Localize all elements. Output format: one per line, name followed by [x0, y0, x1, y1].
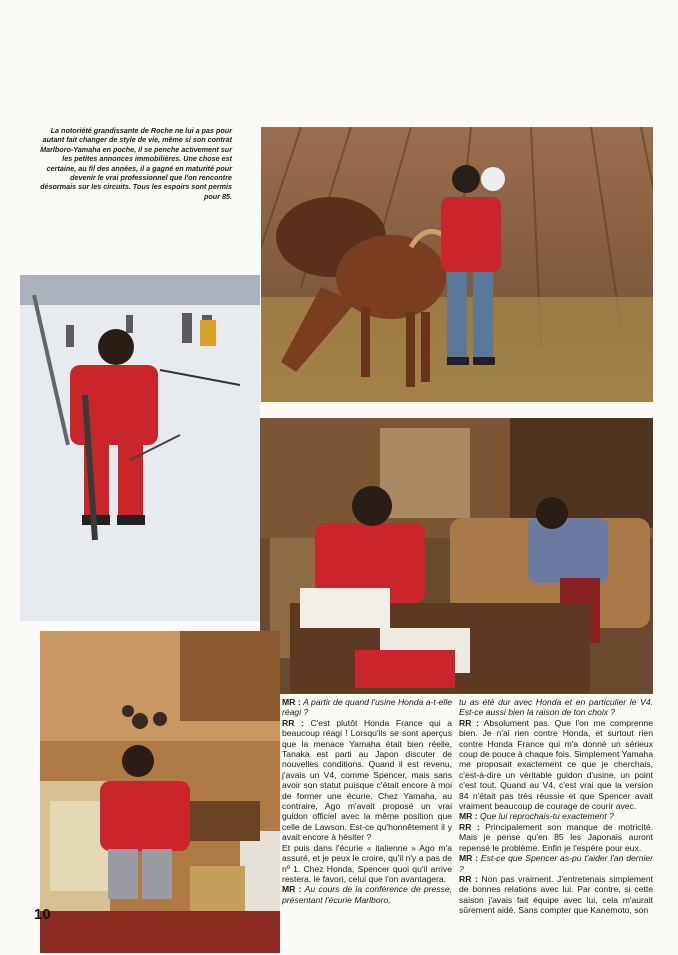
- interview-line: RR : Non pas vraiment. J'entretenais simplement de bonnes relations avec lui. Par contre, si cette saison j'avais fait équipe avec lui, cela m'aurait sûrement aidé. Sans compter que Kanemoto, son: [459, 873, 653, 916]
- photo-caption: La notoriété grandissante de Roche ne lui a pas pour autant fait changer de style de vie, même si son contrat Marlboro-Yamaha en poche, il se penche activement sur les petites annonces immobilières. Une chose est certaine, au fil des années, il a gagné en maturité pour devenir le vrai professionnel que l'on rencontre désormais sur les circuits. Tous les espoirs sont permis pour 85.: [40, 126, 232, 201]
- page-number: 10: [34, 906, 51, 923]
- photo-kitchen: [40, 631, 280, 953]
- interview-line: RR : Absolument pas. Que l'on me comprenne bien. Je n'ai rien contre Honda, et surtout rien contre Honda France qui m'a donné un sérieux coup de pouce à chaque fois. Simplement Yamaha me proposait exactement ce que je cherchais, c'est-à-dire un véritable guidon d'usine, un point c'est tout. Quand au V4, c'est vrai que la version 84 n'était pas très réussie et que Spencer avait vraiment beaucoup de courage de courir avec.: [459, 717, 653, 812]
- photo-living-room: [260, 418, 653, 694]
- interview-line: MR : A partir de quand l'usine Honda a-t-elle réagi ?: [282, 697, 453, 718]
- interview-line: RR : C'est plutôt Honda France qui a beaucoup réagi ! Lorsqu'ils se sont aperçus que la menace Yamaha était bien réelle, Tanaka est parti au Japon discuter de nouvelles conditions. Quand il est revenu, j'avais un V4, comme Spencer, mais sans avoir son statut puisque c'était encore à moi de former une écurie. Chez Yamaha, au contraire, Ago m'avait proposé un vrai guidon officiel avec la même position que celle de Lawson. Est-ce qu'honnêtement il y avait encore à hésiter ?: [282, 717, 453, 843]
- interview-line: MR : Est-ce que Spencer as-pu t'aider l'an dernier ?: [459, 853, 654, 874]
- photo-ski-slope: [20, 275, 260, 621]
- interview-line: MR : Au cours de la conférence de presse, présentant l'écurie Marlboro,: [282, 884, 452, 905]
- interview-line: Et puis dans l'écurie « italienne » Ago m'a assuré, et je peux le croire, qu'il n'y a pas de nº 1. Chez Honda, Spencer quoi qu'il arrive restera, le favori, celui que l'on avantagera.: [282, 842, 452, 884]
- photo-horses-vineyard: [261, 127, 653, 402]
- interview-line: MR : Que lui reprochais-tu exactement ?: [459, 811, 614, 822]
- interview-column-left: [282, 697, 452, 905]
- interview-column-right: [459, 697, 653, 916]
- interview-line: RR : Principalement son manque de motricité. Mais je pense qu'en 85 les Japonais auront repensé le problème. Enfin je l'espère pour eux.: [459, 821, 653, 853]
- interview-line: tu as été dur avec Honda et en particulier le V4. Est-ce aussi bien la raison de ton choix ?: [459, 697, 653, 718]
